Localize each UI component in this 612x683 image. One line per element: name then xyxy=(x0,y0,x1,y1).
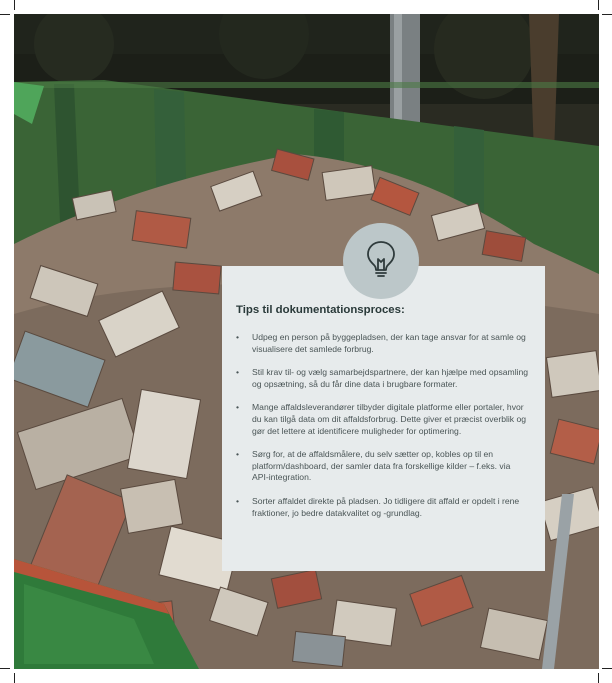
crop-mark-bottom-right-v xyxy=(598,673,599,683)
list-item xyxy=(236,367,529,390)
bullet: • xyxy=(236,367,240,378)
bullet: • xyxy=(236,449,240,460)
list-item xyxy=(236,402,529,437)
tip-text: Mange affaldsleverandører tilbyder digitale platforme eller portaler, hvor du kan tilgå data om dit affaldsforbrug. Dette giver et præcist overblik og gør det lettere at identificere muligheder for optimering. xyxy=(252,402,527,436)
tip-text: Sørg for, at de affaldsmålere, du selv sætter op, kobles op til en platform/dashboard, der samler data fra forskellige kilder – f.eks. via API-integration. xyxy=(252,449,511,483)
crop-mark-top-left-v xyxy=(14,0,15,10)
crop-mark-top-right-h xyxy=(602,14,612,15)
crop-mark-top-left-h xyxy=(0,14,10,15)
bullet: • xyxy=(236,495,240,506)
lightbulb-icon xyxy=(364,239,398,284)
tip-text: Sorter affaldet direkte på pladsen. Jo tidligere dit affald er opdelt i rene fraktioner, jo bedre datakvalitet og -grundlag. xyxy=(252,495,520,518)
tip-text: Udpeg en person på byggepladsen, der kan tage ansvar for at samle og visualisere det samlede forbrug. xyxy=(252,332,526,354)
bullet: • xyxy=(236,402,240,413)
crop-mark-bottom-left-h xyxy=(0,668,10,669)
tips-card-title: Tips til dokumentationsproces: xyxy=(236,304,405,316)
tips-card xyxy=(222,266,545,571)
list-item xyxy=(236,496,529,519)
list-item xyxy=(236,449,529,484)
tips-list xyxy=(236,332,529,519)
lightbulb-badge xyxy=(343,223,419,299)
crop-mark-bottom-left-v xyxy=(14,673,15,683)
crop-mark-top-right-v xyxy=(598,0,599,10)
list-item xyxy=(236,332,529,355)
crop-mark-bottom-right-h xyxy=(602,668,612,669)
tip-text: Stil krav til- og vælg samarbejdspartnere, der kan hjælpe med opsamling og opsætning, så du får dine data i brugbare formater. xyxy=(252,367,529,389)
bullet: • xyxy=(236,332,240,342)
